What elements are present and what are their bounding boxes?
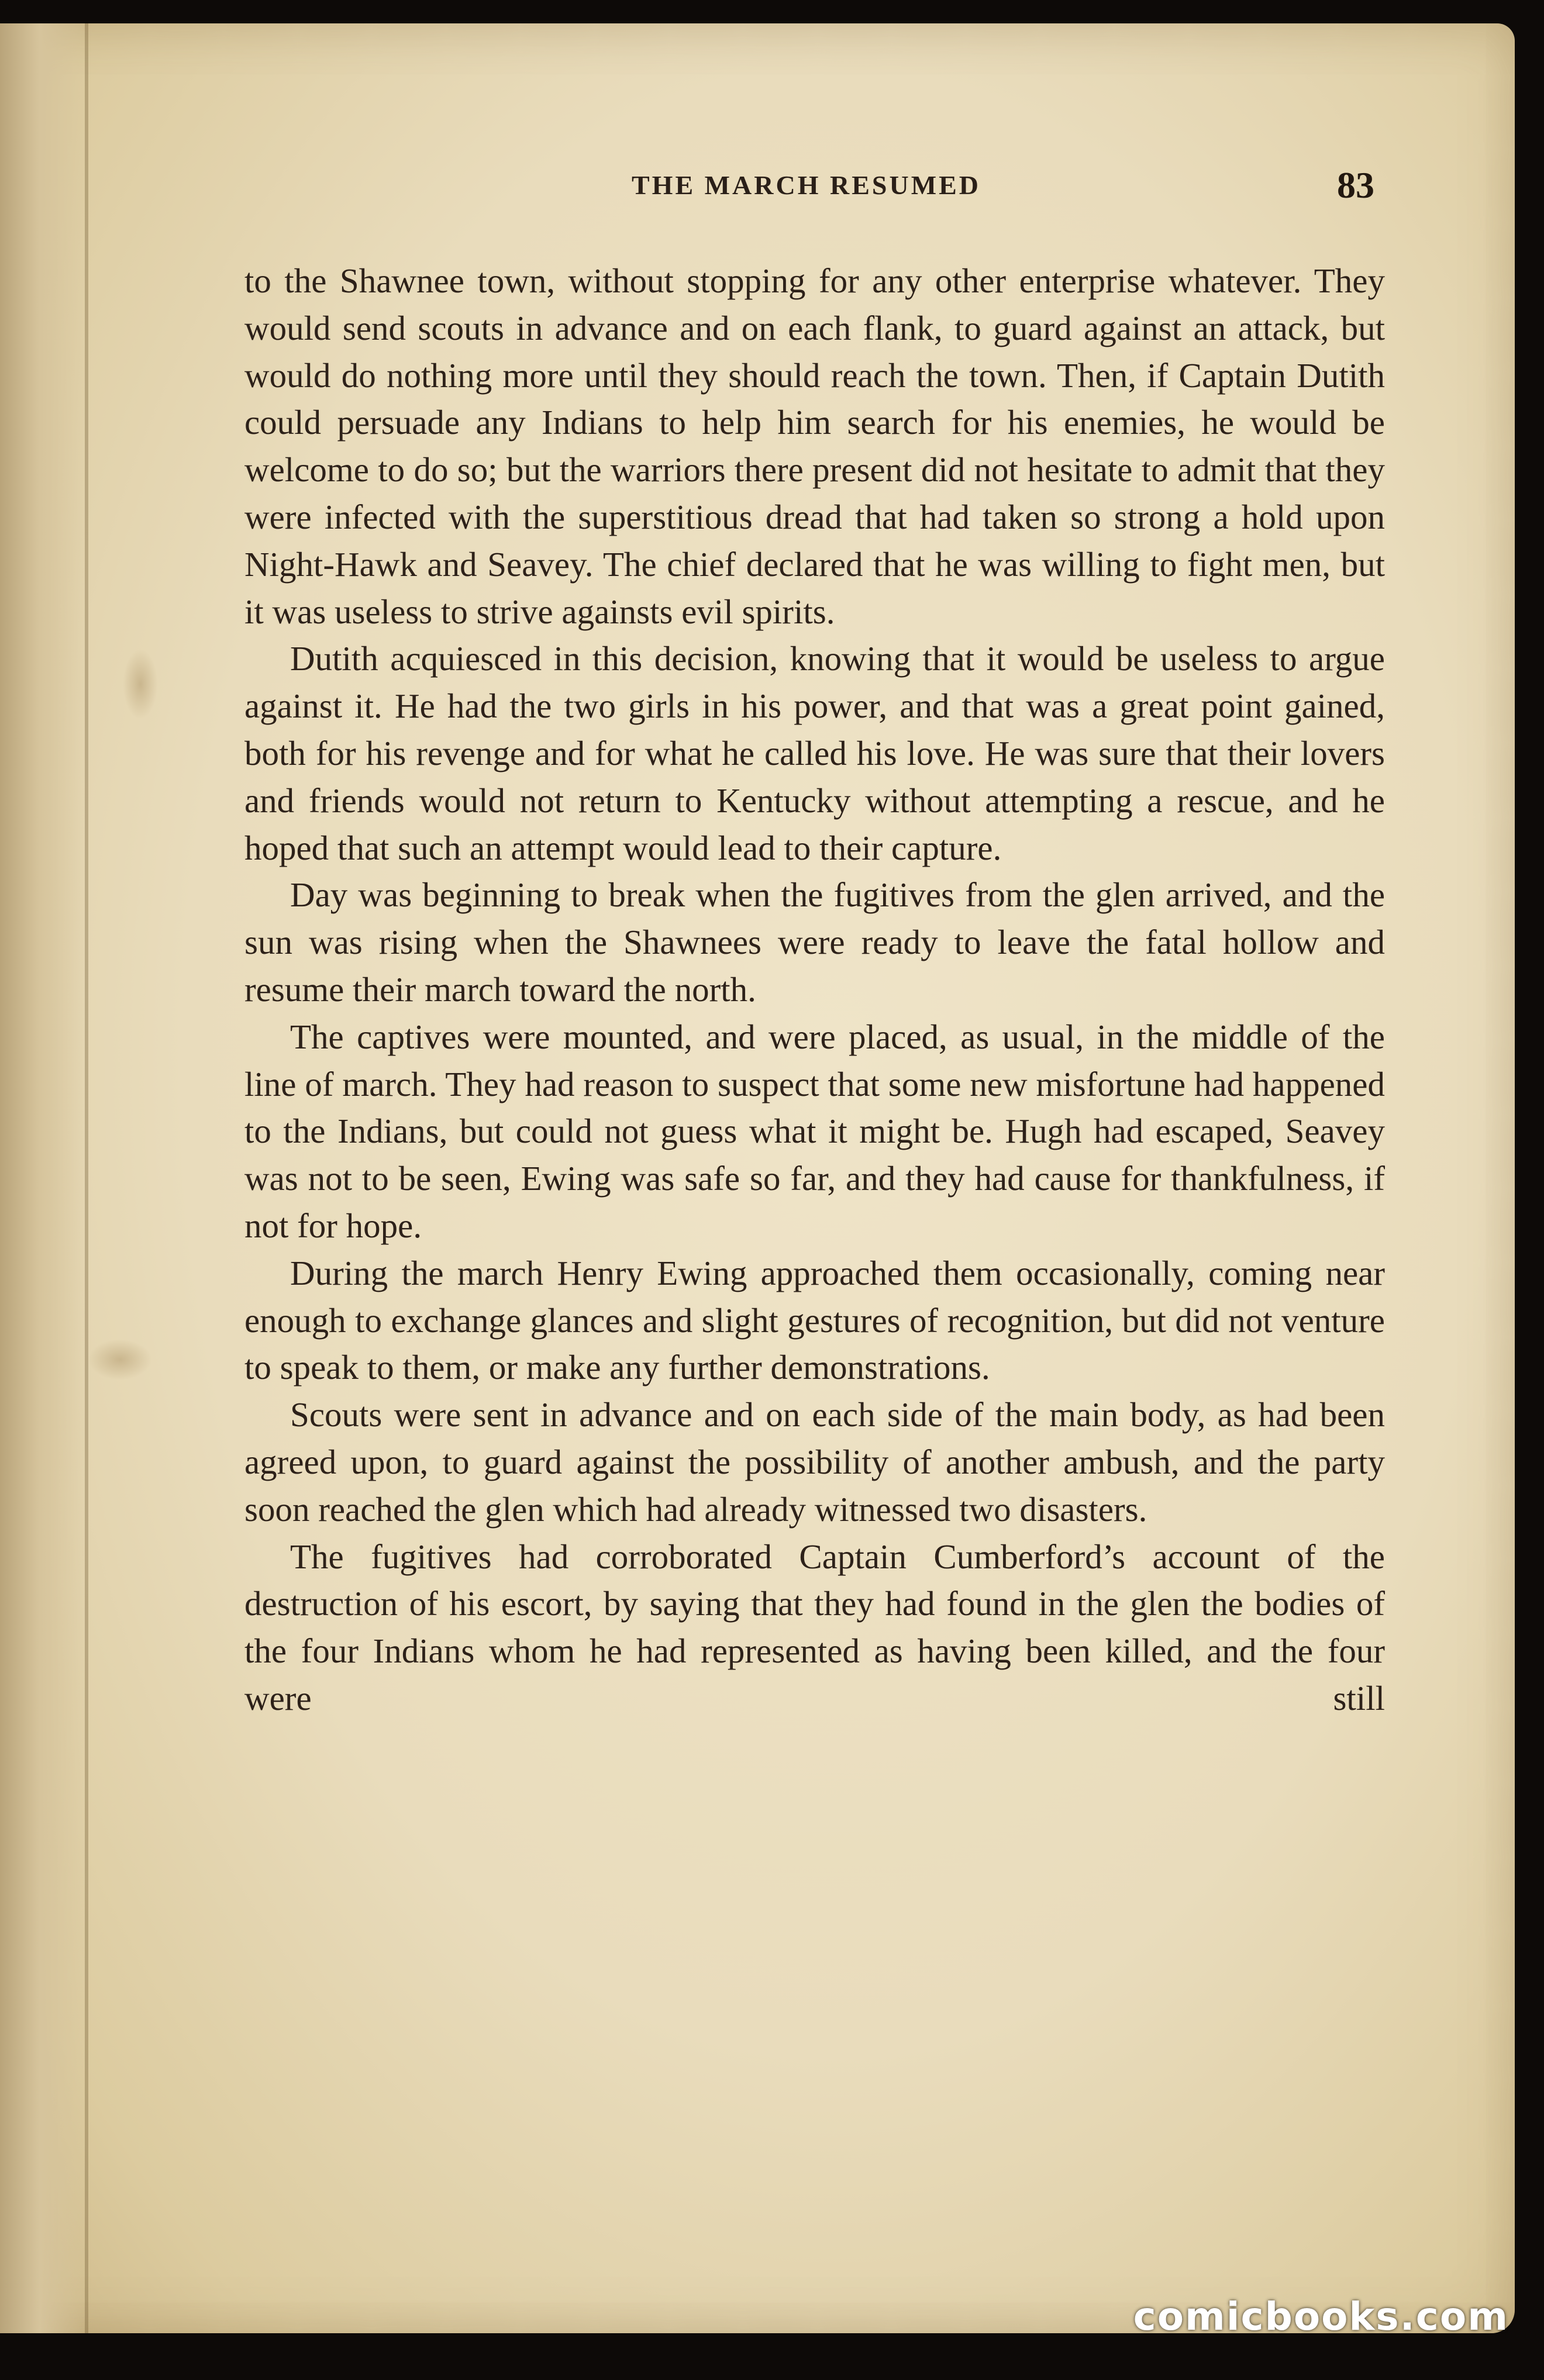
paragraph: The fugitives had corroborated Captain Cumberford’s account of the destruction of his escort, by saying that they had found in the glen the bodies of the four Indians whom he had represented as having been killed, and the four were still: [244, 1537, 1385, 1717]
paragraph: Day was beginning to break when the fugitives from the glen arrived, and the sun was rising when the Shawnees were ready to leave the fatal hollow and resume their march toward the north.: [244, 875, 1385, 1009]
paragraph: Dutith acquiesced in this decision, knowing that it would be useless to argue against it. He had the two girls in his power, and that was a great point gained, both for his revenge and for what he called his love. He was sure that their lovers and friends would not return to Kentucky without attempting a rescue, and he hoped that such an attempt would lead to their capture.: [244, 639, 1385, 867]
binding-gutter: [0, 23, 88, 2333]
page-body: [244, 257, 1385, 1722]
watermark-text: comicbooks.com: [1133, 2294, 1509, 2339]
paragraph: to the Shawnee town, without stopping for any other enterprise whatever. They would send scouts in advance and on each flank, to guard against an attack, but would do nothing more until they should reach the town. Then, if Captain Dutith could persuade any Indians to help him search for his enemies, he would be welcome to do so; but the warriors there present did not hesitate to admit that they were infected with the superstitious dread that had taken so strong a hold upon Night-Hawk and Seavey. The chief declared that he was willing to fight men, but it was useless to strive againsts evil spirits.: [244, 261, 1385, 631]
paragraph: During the march Henry Ewing approached them occasionally, coming near enough to exchange glances and slight gestures of recognition, but did not venture to speak to them, or make any further demonstrations.: [244, 1253, 1385, 1387]
paper-stain: [88, 1339, 152, 1380]
page-number: 83: [1337, 164, 1374, 206]
paragraph: The captives were mounted, and were placed, as usual, in the middle of the line of march. They had reason to suspect that some new misfortune had happened to the Indians, but could not guess what it might be. Hugh had escaped, Seavey was not to be seen, Ewing was safe so far, and they had cause for thankfulness, if not for hope.: [244, 1017, 1385, 1245]
running-head: THE MARCH RESUMED: [632, 170, 981, 200]
page-fold-line: [85, 23, 88, 2333]
paper-stain: [123, 649, 158, 719]
paragraph: Scouts were sent in advance and on each side of the main body, as had been agreed upon, to guard against the possibility of another ambush, and the party soon reached the glen which had already witnessed two disasters.: [244, 1395, 1385, 1529]
page-header: [246, 164, 1374, 211]
